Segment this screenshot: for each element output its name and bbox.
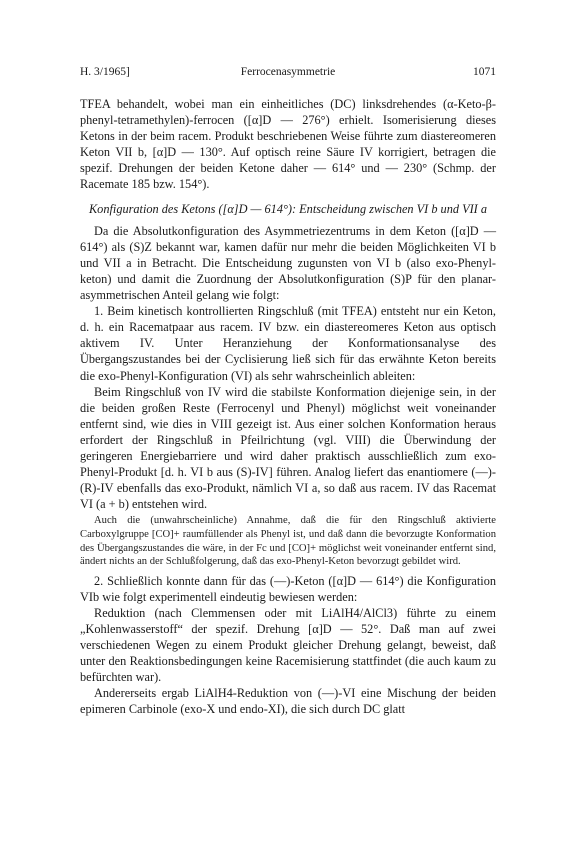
body-text: [80, 96, 496, 718]
paragraph-6: Reduktion (nach Clemmensen oder mit LiAlH4/AlCl3) führte zu einem „Kohlenwasserstoff“ der spezif. Drehung [α]D — 52°. Daß man auf zwei verschiedenen Wegen zu einem Produkt gleicher Drehung gelangt, beweist, daß unter den Reaktionsbedingungen keine Racemisierung stattfindet (die auch kaum zu befürchten war).: [80, 605, 496, 685]
paragraph-7: Andererseits ergab LiAlH4-Reduktion von (—)-VI eine Mischung der beiden epimeren Carbinole (exo-X und endo-XI), die sich durch DC glatt: [80, 686, 496, 717]
paragraph-1: TFEA behandelt, wobei man ein einheitliches (DC) linksdrehendes (α-Keto-β-phenyl-tetramethylen)-ferrocen ([α]D — 276°) erhielt. Isomerisierung dieses Ketons in der beim racem. Produkt beschriebenen Weise führte zum diastereomeren Keton VII b, [α]D — 130°. Auf optisch reine Säure IV korrigiert, betragen die spezif. Drehungen der beiden Ketone daher — 614° und — 230° (Schmp. der Racemate 185 bzw. 154°).: [80, 97, 496, 192]
paragraph-2: Da die Absolutkonfiguration des Asymmetriezentrums in dem Keton ([α]D — 614°) als (S)Z bekannt war, kamen dafür nur mehr die beiden Möglichkeiten VI b und VII a in Betracht. Die Entscheidung zugunsten von VI b (also exo-Phenyl-keton) und damit die Zuordnung der Absolutkonfiguration (S)P für den planar-asymmetrischen Anteil gelang wie folgt:: [80, 223, 496, 303]
paragraph-3: 1. Beim kinetisch kontrollierten Ringschluß (mit TFEA) entsteht nur ein Keton, d. h. ein Racematpaar aus racem. IV bzw. ein diastereomeres Keton aus optisch aktivem IV. Unter Heranziehung der Konformationsanalyse des Übergangszustandes bei der Cyclisierung ließ sich für das erwähnte Keton bereits die exo-Phenyl-Konfiguration (VI) als sehr wahrscheinlich ableiten:: [80, 304, 496, 383]
footnote-paragraph: Auch die (unwahrscheinliche) Annahme, daß die für den Ringschluß aktivierte Carboxylgruppe [CO]+ raumfüllender als Phenyl ist, und daß dann die bevorzugte Konformation des Übergangszustandes die wäre, in der Fc und [CO]+ möglichst weit voneinander entfernt sind, ändert nichts an der Schlußfolgerung, daß das exo-Phenyl-Keton bevorzugt gebildet wird.: [80, 515, 496, 568]
header-title: Ferrocenasymmetrie: [240, 66, 336, 78]
header-issue: H. 3/1965]: [80, 66, 130, 78]
section-heading: Konfiguration des Ketons ([α]D — 614°): Entscheidung zwischen VI b und VII a: [88, 201, 487, 216]
header-page-number: 1071: [473, 66, 496, 78]
paragraph-4: Beim Ringschluß von IV wird die stabilste Konformation diejenige sein, in der die beiden großen Reste (Ferrocenyl und Phenyl) möglichst weit voneinander entfernt sind, wie dies in VIII gezeigt ist. Aus einer solchen Konformation heraus erfordert der Ringschluß in Pfeilrichtung (vgl. VIII) die Überwindung der geringeren Energiebarriere und wird daher praktisch ausschließlich zum exo-Phenyl-Produkt [d. h. VI b aus (S)-IV] führen. Analog liefert das enantiomere (—)-(R)-IV ebenfalls das exo-Produkt, nämlich VI a, so daß aus racem. IV das Racemat VI (a + b) entstehen wird.: [80, 384, 496, 512]
running-header: [80, 66, 496, 82]
paragraph-5: 2. Schließlich konnte dann für das (—)-Keton ([α]D — 614°) die Konfiguration VIb wie folgt experimentell eindeutig bewiesen werden:: [80, 573, 496, 604]
